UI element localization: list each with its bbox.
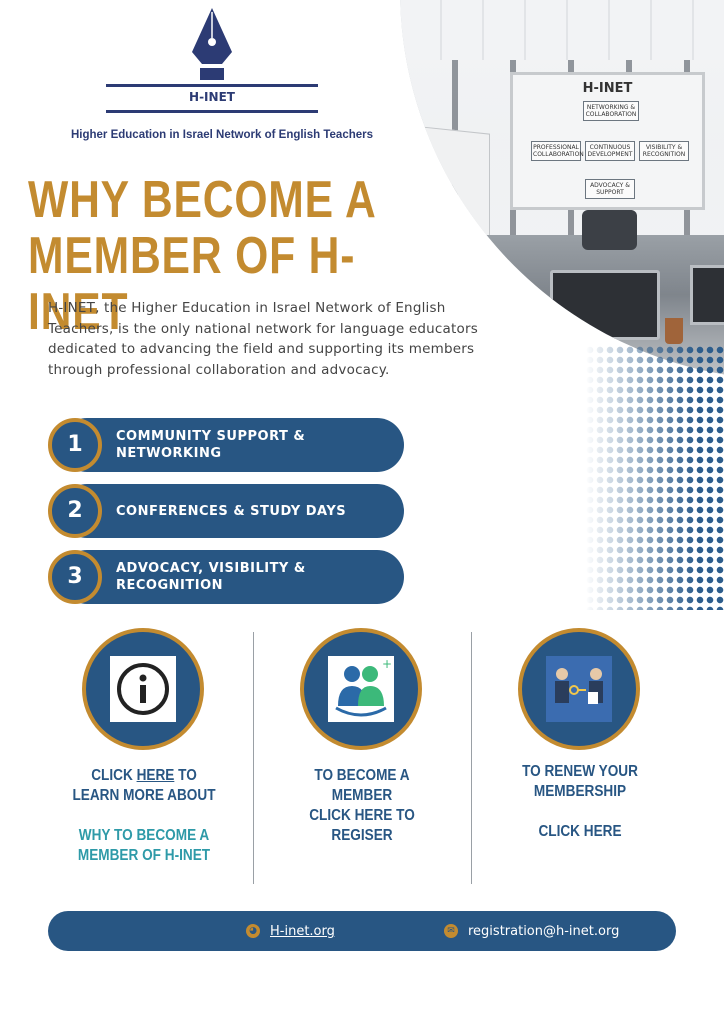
page-title-line: WHY BECOME A: [28, 171, 377, 229]
learn-more-prefix: CLICK: [91, 767, 133, 784]
handshake-key-icon-badge[interactable]: [518, 628, 640, 750]
why-become-member-link[interactable]: WHY TO BECOME A MEMBER OF H-INET: [77, 827, 211, 864]
community-icon: [328, 656, 394, 722]
laptop: [690, 265, 724, 325]
flipchart: [420, 126, 490, 243]
pen-nib-icon: [188, 8, 236, 84]
laptop: [550, 270, 660, 340]
benefit-label: CONFERENCES & STUDY DAYS: [116, 503, 347, 519]
board-node: CONTINUOUS DEVELOPMENT: [585, 141, 635, 161]
benefit-label: COMMUNITY SUPPORT & NETWORKING: [116, 429, 306, 461]
board-node: PROFESSIONAL COLLABORATION: [531, 141, 581, 161]
logo-rule-bottom: [106, 110, 318, 113]
logo-name: H-INET: [189, 90, 235, 104]
info-icon-badge[interactable]: [82, 628, 204, 750]
contact-bar: [48, 911, 676, 951]
learn-more-suffix: TO LEARN MORE ABOUT: [72, 767, 216, 804]
intro-paragraph: H-INET, the Higher Education in Israel Network of English Teachers, is the only national network for language educators dedicated to advancing the field and supporting its members through professional collaboration and advocacy.: [48, 300, 478, 378]
renew-membership-title: TO RENEW YOUR MEMBERSHIP: [522, 763, 638, 800]
community-icon-badge[interactable]: [300, 628, 422, 750]
become-member-title[interactable]: TO BECOME A MEMBER: [314, 767, 410, 804]
mail-icon: ✉: [444, 924, 458, 938]
email-text[interactable]: registration@h-inet.org: [468, 923, 620, 939]
svg-text:+: +: [382, 657, 393, 671]
logo-rule-top: [106, 84, 318, 87]
benefit-item: [60, 418, 404, 472]
presentation-board: [510, 72, 705, 210]
board-node: VISIBILITY & RECOGNITION: [639, 141, 689, 161]
column-divider: [471, 632, 472, 884]
register-link[interactable]: CLICK HERE TO REGISER: [309, 807, 415, 844]
halftone-dots: [585, 345, 724, 610]
learn-more-link[interactable]: HERE: [136, 767, 175, 784]
email-link[interactable]: [444, 911, 619, 951]
website-text[interactable]: H-inet.org: [270, 923, 335, 939]
board-node: NETWORKING & COLLABORATION: [583, 101, 639, 121]
globe-icon: ◕: [246, 924, 260, 938]
ceiling: [400, 0, 724, 60]
website-link[interactable]: [246, 911, 335, 951]
learn-more-text: [68, 766, 221, 806]
chair: [582, 210, 637, 250]
benefit-item: [60, 484, 404, 538]
benefit-label: ADVOCACY, VISIBILITY & RECOGNITION: [116, 561, 306, 593]
handshake-key-icon: [546, 656, 612, 722]
board-title: H-INET: [582, 81, 633, 96]
benefit-number: 2: [48, 484, 102, 538]
benefit-number: 1: [48, 418, 102, 472]
board-node: ADVOCACY & SUPPORT: [585, 179, 635, 199]
logo-tagline: Higher Education in Israel Network of English Teachers: [70, 129, 374, 141]
coffee-cup: [665, 318, 683, 344]
renew-click-here-link[interactable]: CLICK HERE: [538, 823, 622, 840]
info-icon: [110, 656, 176, 722]
benefit-item: [60, 550, 404, 604]
benefit-number: 3: [48, 550, 102, 604]
page-title-line: MEMBER OF H-INET: [28, 227, 356, 341]
column-divider: [253, 632, 254, 884]
